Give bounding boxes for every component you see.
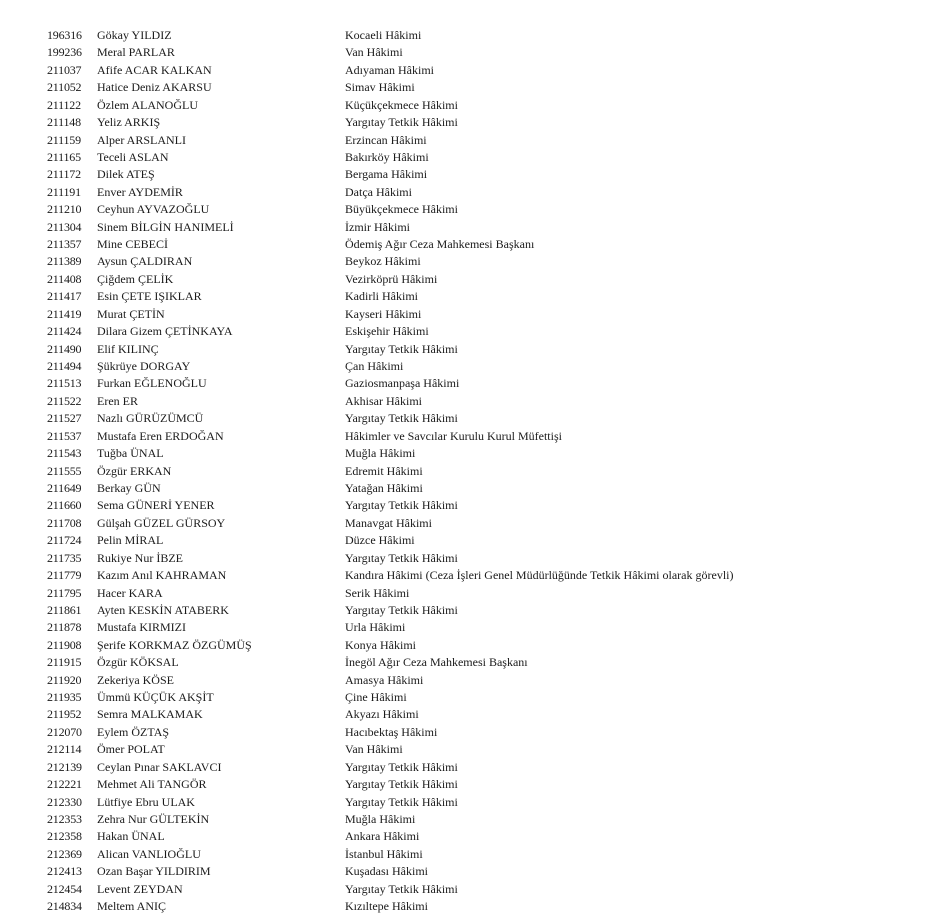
position-title: Datça Hâkimi (345, 184, 412, 199)
person-name: Tuğba ÜNAL (97, 446, 164, 461)
person-name: Kazım Anıl KAHRAMAN (97, 568, 227, 583)
sicil-number: 212070 (47, 724, 82, 739)
list-row (0, 253, 944, 270)
person-name: Ceylan Pınar SAKLAVCI (97, 759, 222, 774)
position-title: Edremit Hâkimi (345, 463, 423, 478)
list-row (0, 881, 944, 898)
sicil-number: 212221 (47, 777, 82, 792)
list-row (0, 97, 944, 114)
list-row (0, 759, 944, 776)
position-title: Küçükçekmece Hâkimi (345, 97, 458, 112)
position-title: Adıyaman Hâkimi (345, 62, 434, 77)
position-title: Bergama Hâkimi (345, 167, 428, 182)
list-row (0, 306, 944, 323)
position-title: Kayseri Hâkimi (345, 306, 422, 321)
list-row (0, 672, 944, 689)
list-row (0, 166, 944, 183)
person-name: Özgür KÖKSAL (97, 655, 179, 670)
person-name: Eren ER (97, 393, 138, 408)
person-name: Afife ACAR KALKAN (97, 62, 212, 77)
person-name: Ceyhun AYVAZOĞLU (97, 202, 210, 217)
position-title: Çan Hâkimi (345, 359, 404, 374)
position-title: Yargıtay Tetkik Hâkimi (345, 759, 458, 774)
position-title: Düzce Hâkimi (345, 533, 415, 548)
person-name: Teceli ASLAN (97, 149, 169, 164)
position-title: Kandıra Hâkimi (Ceza İşleri Genel Müdürlüğünde Tetkik Hâkimi olarak görevli) (345, 568, 734, 583)
list-row (0, 741, 944, 758)
person-name: Ayten KESKİN ATABERK (97, 602, 229, 617)
person-name: Berkay GÜN (97, 480, 161, 495)
person-name: Hatice Deniz AKARSU (97, 80, 212, 95)
list-row (0, 898, 944, 915)
sicil-number: 211878 (47, 620, 82, 635)
person-name: Alper ARSLANLI (97, 132, 186, 147)
list-row (0, 706, 944, 723)
list-row (0, 811, 944, 828)
position-title: Eskişehir Hâkimi (345, 324, 429, 339)
list-row (0, 219, 944, 236)
position-title: Kuşadası Hâkimi (345, 864, 428, 879)
person-name: Sinem BİLGİN HANIMELİ (97, 219, 234, 234)
sicil-number: 211159 (47, 132, 81, 147)
sicil-number: 211779 (47, 568, 82, 583)
sicil-number: 212369 (47, 846, 82, 861)
sicil-number: 212353 (47, 811, 82, 826)
sicil-number: 211172 (47, 167, 81, 182)
sicil-number: 212358 (47, 829, 82, 844)
sicil-number: 196316 (47, 28, 82, 42)
list-row (0, 271, 944, 288)
list-row (0, 79, 944, 96)
position-title: Ödemiş Ağır Ceza Mahkemesi Başkanı (345, 237, 535, 252)
list-row (0, 776, 944, 793)
list-row (0, 393, 944, 410)
sicil-number: 211357 (47, 237, 82, 252)
person-name: Ümmü KÜÇÜK AKŞİT (97, 690, 214, 705)
list-row (0, 375, 944, 392)
list-row (0, 585, 944, 602)
person-name: Özlem ALANOĞLU (97, 97, 198, 112)
position-title: Akyazı Hâkimi (345, 707, 419, 722)
position-title: Gaziosmanpaşa Hâkimi (345, 376, 460, 391)
sicil-number: 211424 (47, 324, 82, 339)
person-name: Yeliz ARKIŞ (97, 115, 161, 130)
person-name: Hakan ÜNAL (97, 829, 165, 844)
sicil-number: 211649 (47, 480, 82, 495)
position-title: Yargıtay Tetkik Hâkimi (345, 794, 458, 809)
position-title: Serik Hâkimi (345, 585, 410, 600)
sicil-number: 211915 (47, 655, 82, 670)
sicil-number: 211527 (47, 411, 82, 426)
person-name: Eylem ÖZTAŞ (97, 724, 170, 739)
person-name: Meltem ANIÇ (97, 899, 166, 914)
sicil-number: 212454 (47, 881, 82, 896)
sicil-number: 211052 (47, 80, 82, 95)
person-name: Dilek ATEŞ (97, 167, 155, 182)
list-row (0, 828, 944, 845)
person-name: Rukiye Nur İBZE (97, 550, 183, 565)
person-name: Sema GÜNERİ YENER (97, 498, 215, 513)
person-name: Pelin MİRAL (97, 533, 164, 548)
person-name: Dilara Gizem ÇETİNKAYA (97, 324, 233, 339)
position-title: Büyükçekmece Hâkimi (345, 202, 458, 217)
list-row (0, 445, 944, 462)
list-row (0, 724, 944, 741)
sicil-number: 211122 (47, 97, 81, 112)
person-name: Hacer KARA (97, 585, 163, 600)
list-row (0, 149, 944, 166)
position-title: Muğla Hâkimi (345, 811, 416, 826)
position-title: Yargıtay Tetkik Hâkimi (345, 602, 458, 617)
person-name: Lütfiye Ebru ULAK (97, 794, 195, 809)
sicil-number: 211389 (47, 254, 82, 269)
person-name: Ömer POLAT (97, 742, 165, 757)
personnel-list (0, 27, 944, 916)
sicil-number: 211304 (47, 219, 82, 234)
sicil-number: 211935 (47, 690, 82, 705)
person-name: Semra MALKAMAK (97, 707, 203, 722)
list-row (0, 114, 944, 131)
sicil-number: 211148 (47, 115, 81, 130)
list-row (0, 323, 944, 340)
list-row (0, 794, 944, 811)
list-row (0, 236, 944, 253)
position-title: Amasya Hâkimi (345, 672, 424, 687)
person-name: Zehra Nur GÜLTEKİN (97, 811, 210, 826)
position-title: Van Hâkimi (345, 742, 403, 757)
position-title: Yargıtay Tetkik Hâkimi (345, 498, 458, 513)
sicil-number: 211037 (47, 62, 82, 77)
position-title: Kocaeli Hâkimi (345, 28, 422, 42)
position-title: Vezirköprü Hâkimi (345, 271, 438, 286)
list-row (0, 637, 944, 654)
person-name: Levent ZEYDAN (97, 881, 183, 896)
person-name: Murat ÇETİN (97, 306, 165, 321)
position-title: Çine Hâkimi (345, 690, 407, 705)
position-title: Kızıltepe Hâkimi (345, 899, 428, 914)
sicil-number: 211708 (47, 515, 82, 530)
position-title: Yargıtay Tetkik Hâkimi (345, 777, 458, 792)
sicil-number: 211543 (47, 446, 82, 461)
position-title: İstanbul Hâkimi (345, 846, 423, 861)
person-name: Mustafa KIRMIZI (97, 620, 186, 635)
person-name: Ozan Başar YILDIRIM (97, 864, 211, 879)
position-title: Simav Hâkimi (345, 80, 415, 95)
list-row (0, 358, 944, 375)
sicil-number: 212114 (47, 742, 82, 757)
position-title: Hâkimler ve Savcılar Kurulu Kurul Müfettişi (345, 428, 562, 443)
sicil-number: 212139 (47, 759, 82, 774)
sicil-number: 211522 (47, 393, 82, 408)
sicil-number: 211660 (47, 498, 82, 513)
list-row (0, 410, 944, 427)
person-name: Şerife KORKMAZ ÖZGÜMÜŞ (97, 637, 252, 652)
position-title: Yatağan Hâkimi (345, 480, 423, 495)
sicil-number: 214834 (47, 899, 82, 914)
position-title: Erzincan Hâkimi (345, 132, 427, 147)
person-name: Mehmet Ali TANGÖR (97, 777, 207, 792)
list-row (0, 567, 944, 584)
list-row (0, 532, 944, 549)
position-title: Urla Hâkimi (345, 620, 406, 635)
sicil-number: 211408 (47, 271, 82, 286)
sicil-number: 211490 (47, 341, 82, 356)
person-name: Özgür ERKAN (97, 463, 172, 478)
position-title: Manavgat Hâkimi (345, 515, 432, 530)
list-row (0, 62, 944, 79)
person-name: Şükrüye DORGAY (97, 359, 191, 374)
person-name: Aysun ÇALDIRAN (97, 254, 193, 269)
list-row (0, 654, 944, 671)
person-name: Enver AYDEMİR (97, 184, 183, 199)
person-name: Zekeriya KÖSE (97, 672, 174, 687)
position-title: Hacıbektaş Hâkimi (345, 724, 438, 739)
sicil-number: 211210 (47, 202, 82, 217)
list-row (0, 515, 944, 532)
list-row (0, 602, 944, 619)
list-row (0, 463, 944, 480)
sicil-number: 211417 (47, 289, 82, 304)
person-name: Elif KILINÇ (97, 341, 159, 356)
person-name: Gülşah GÜZEL GÜRSOY (97, 515, 226, 530)
person-name: Alican VANLIOĞLU (97, 846, 201, 861)
position-title: Kadirli Hâkimi (345, 289, 418, 304)
position-title: Yargıtay Tetkik Hâkimi (345, 411, 458, 426)
list-row (0, 27, 944, 44)
person-name: Gökay YILDIZ (97, 28, 172, 42)
position-title: Van Hâkimi (345, 45, 403, 60)
sicil-number: 212330 (47, 794, 82, 809)
position-title: Ankara Hâkimi (345, 829, 420, 844)
sicil-number: 199236 (47, 45, 82, 60)
list-row (0, 132, 944, 149)
position-title: Yargıtay Tetkik Hâkimi (345, 115, 458, 130)
position-title: İnegöl Ağır Ceza Mahkemesi Başkanı (345, 655, 528, 670)
position-title: Beykoz Hâkimi (345, 254, 421, 269)
person-name: Meral PARLAR (97, 45, 175, 60)
sicil-number: 211419 (47, 306, 82, 321)
list-row (0, 201, 944, 218)
list-row (0, 497, 944, 514)
list-row (0, 863, 944, 880)
list-row (0, 619, 944, 636)
sicil-number: 211861 (47, 602, 82, 617)
sicil-number: 211494 (47, 359, 82, 374)
person-name: Furkan EĞLENOĞLU (97, 376, 207, 391)
position-title: İzmir Hâkimi (345, 219, 410, 234)
list-row (0, 44, 944, 61)
list-row (0, 184, 944, 201)
list-row (0, 341, 944, 358)
person-name: Esin ÇETE IŞIKLAR (97, 289, 202, 304)
position-title: Yargıtay Tetkik Hâkimi (345, 550, 458, 565)
list-row (0, 550, 944, 567)
sicil-number: 211908 (47, 637, 82, 652)
person-name: Nazlı GÜRÜZÜMCÜ (97, 411, 204, 426)
sicil-number: 211191 (47, 184, 81, 199)
sicil-number: 211537 (47, 428, 82, 443)
list-row (0, 689, 944, 706)
sicil-number: 211735 (47, 550, 82, 565)
sicil-number: 211724 (47, 533, 82, 548)
position-title: Yargıtay Tetkik Hâkimi (345, 881, 458, 896)
sicil-number: 211555 (47, 463, 82, 478)
sicil-number: 211795 (47, 585, 82, 600)
position-title: Yargıtay Tetkik Hâkimi (345, 341, 458, 356)
list-row (0, 480, 944, 497)
position-title: Akhisar Hâkimi (345, 393, 422, 408)
list-row (0, 288, 944, 305)
person-name: Mine CEBECİ (97, 237, 168, 252)
position-title: Konya Hâkimi (345, 637, 416, 652)
position-title: Muğla Hâkimi (345, 446, 416, 461)
sicil-number: 211165 (47, 149, 81, 164)
person-name: Mustafa Eren ERDOĞAN (97, 428, 224, 443)
sicil-number: 211952 (47, 707, 82, 722)
person-name: Çiğdem ÇELİK (97, 271, 174, 286)
list-row (0, 428, 944, 445)
sicil-number: 212413 (47, 864, 82, 879)
sicil-number: 211513 (47, 376, 82, 391)
list-row (0, 846, 944, 863)
position-title: Bakırköy Hâkimi (345, 149, 429, 164)
sicil-number: 211920 (47, 672, 82, 687)
